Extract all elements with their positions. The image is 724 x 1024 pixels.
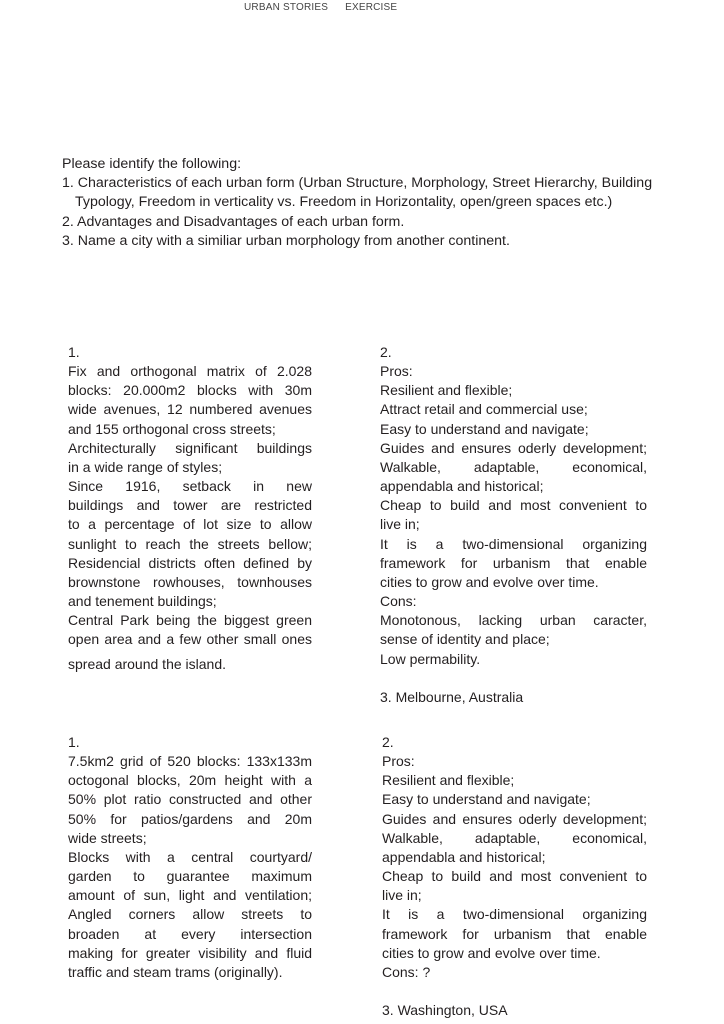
text-line: Low permability. <box>380 650 481 667</box>
text-line: Blocks with a central courtyard/ <box>68 848 312 865</box>
text-line: Residencial districts often defined by <box>68 554 312 571</box>
text-line: sunlight to reach the streets bellow; <box>68 535 312 552</box>
text-line: Easy to understand and navigate; <box>382 791 591 808</box>
text-line: Cheap to build and most convenient to <box>380 497 647 514</box>
text-line: making for greater visibility and fluid <box>68 944 312 961</box>
text-line: in a wide range of styles; <box>68 458 223 475</box>
text-line: octogonal blocks, 20m height with a <box>68 772 312 789</box>
header-title: URBAN STORIES <box>244 2 329 13</box>
section1-characteristics <box>68 343 312 674</box>
instruction-item: 1. Characteristics of each urban form (Urban Structure, Morphology, Street Hierarchy, Building Typology, Freedom in verticality vs. Freedom in Horizontality, open/green spaces etc.) <box>62 175 653 211</box>
text-line: Easy to understand and navigate; <box>380 420 589 437</box>
text-line: Resilient and flexible; <box>380 382 513 399</box>
text-line: Resilient and flexible; <box>382 772 515 789</box>
text-line: Fix and orthogonal matrix of 2.028 <box>68 363 312 380</box>
text-line: 1. <box>68 344 80 360</box>
text-line: appendabla and historical; <box>380 478 544 495</box>
text-line: Pros: <box>382 753 415 770</box>
header-subtitle: EXERCISE <box>345 2 398 13</box>
text-line: wide streets; <box>68 829 147 846</box>
text-line: buildings and tower are restricted <box>68 497 312 514</box>
text-line: traffic and steam trams (originally). <box>68 963 283 980</box>
text-line: cities to grow and evolve over time. <box>380 573 599 590</box>
text-line: spread around the island. <box>68 655 226 672</box>
instructions-prompt: Please identify the following: <box>62 156 242 172</box>
text-line: blocks: 20.000m2 blocks with 30m <box>68 382 312 399</box>
text-line: open area and a few other small ones <box>68 631 312 648</box>
text-line: to a percentage of lot size to allow <box>68 516 312 533</box>
instructions <box>62 155 662 251</box>
text-line: wide avenues, 12 numbered avenues <box>68 401 312 418</box>
section2-characteristics <box>68 733 312 982</box>
page-header <box>244 2 411 13</box>
text-line: live in; <box>382 887 422 904</box>
text-line: Walkable, adaptable, economical, <box>380 458 647 475</box>
text-line: It is a two-dimensional organizing <box>382 906 647 923</box>
text-line: and tenement buildings; <box>68 593 217 610</box>
text-line: and 155 orthogonal cross streets; <box>68 420 276 437</box>
text-line: It is a two-dimensional organizing <box>380 535 647 552</box>
text-line: Cheap to build and most convenient to <box>382 868 647 885</box>
text-line: framework for urbanism that enable <box>382 925 647 942</box>
text-line: sense of identity and place; <box>380 631 550 648</box>
text-line: Monotonous, lacking urban caracter, <box>380 612 647 629</box>
text-line: appendabla and historical; <box>382 848 546 865</box>
text-line: broaden at every intersection <box>68 925 312 942</box>
section2-pros-cons <box>382 733 647 1020</box>
text-line: Central Park being the biggest green <box>68 612 312 629</box>
text-line: cities to grow and evolve over time. <box>382 944 601 961</box>
text-line: Angled corners allow streets to <box>68 906 312 923</box>
text-line: 1. <box>68 734 80 750</box>
text-line: Cons: <box>380 593 417 610</box>
text-line: framework for urbanism that enable <box>380 554 647 571</box>
text-line: 7.5km2 grid of 520 blocks: 133x133m <box>68 753 312 770</box>
text-line: live in; <box>380 516 420 533</box>
text-line: garden to guarantee maximum <box>68 868 312 885</box>
section1-pros-cons <box>380 343 647 707</box>
text-line: Pros: <box>380 363 413 380</box>
text-line: Guides and ensures oderly development; <box>382 810 647 827</box>
text-line: 2. <box>382 734 394 750</box>
text-line: amount of sun, light and ventilation; <box>68 887 312 904</box>
text-line: 2. <box>380 344 392 360</box>
comparable-city: 3. Melbourne, Australia <box>380 688 524 705</box>
text-line: brownstone rowhouses, townhouses <box>68 573 312 590</box>
instruction-item: 2. Advantages and Disadvantages of each urban form. <box>62 213 405 230</box>
text-line: Architecturally significant buildings <box>68 439 312 456</box>
text-line: Since 1916, setback in new <box>68 478 312 495</box>
text-line: Attract retail and commercial use; <box>380 401 588 418</box>
text-line: Walkable, adaptable, economical, <box>382 829 647 846</box>
text-line: 50% for patios/gardens and 20m <box>68 810 312 827</box>
text-line: Guides and ensures oderly development; <box>380 439 647 456</box>
instruction-item: 3. Name a city with a similiar urban morphology from another continent. <box>62 232 510 249</box>
comparable-city: 3. Washington, USA <box>382 1002 508 1019</box>
text-line: Cons: ? <box>382 963 431 980</box>
text-line: 50% plot ratio constructed and other <box>68 791 312 808</box>
